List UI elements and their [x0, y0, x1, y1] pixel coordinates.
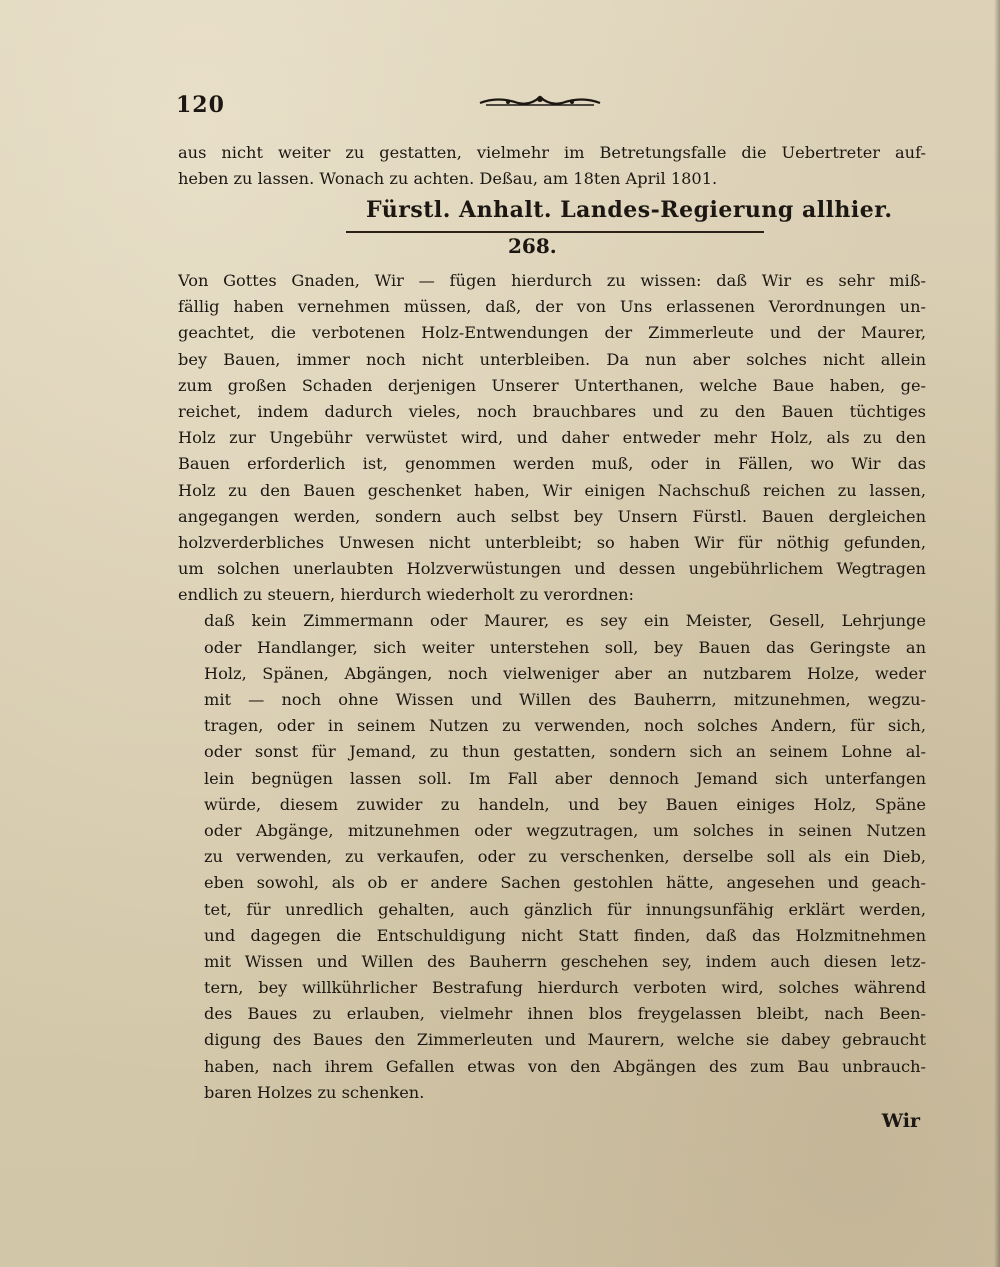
- text-line: baren Holzes zu schenken.: [204, 1082, 425, 1102]
- text-line: eben sowohl, als ob er andere Sachen gestohlen hätte, angesehen und geach-: [204, 873, 926, 893]
- text-line: oder Handlanger, sich weiter unterstehen soll, bey Bauen das Geringste an: [204, 637, 926, 657]
- text-line: angegangen werden, sondern auch selbst bey Unsern Fürstl. Bauen dergleichen: [178, 506, 926, 526]
- text-line: haben, nach ihrem Gefallen etwas von den Abgängen des zum Bau unbrauch-: [204, 1056, 926, 1076]
- text-line: um solchen unerlaubten Holzverwüstungen und dessen ungebührlichem Wegtragen: [178, 559, 926, 579]
- item-number: 268.: [508, 234, 557, 258]
- text-line: holzverderbliches Unwesen nicht unterbleibt; so haben Wir für nöthig gefunden,: [178, 532, 926, 552]
- text-line: Holz, Spänen, Abgängen, noch vielweniger aber an nutzbarem Holze, weder: [204, 663, 926, 683]
- text-line: tet, für unredlich gehalten, auch gänzlich für innungsunfähig erklärt werden,: [204, 899, 926, 919]
- decree-text: [178, 268, 926, 1106]
- text-line: geachtet, die verbotenen Holz-Entwendungen der Zimmerleute und der Maurer,: [178, 323, 926, 343]
- text-line: endlich zu steuern, hierdurch wiederholt zu verordnen:: [178, 585, 634, 605]
- signature: Fürstl. Anhalt. Landes-Regierung allhier.: [366, 197, 893, 223]
- text-line: mit Wissen und Willen des Bauherrn geschehen sey, indem auch diesen letz-: [204, 951, 926, 971]
- text-line: Bauen erforderlich ist, genommen werden muß, oder in Fällen, wo Wir das: [178, 454, 926, 474]
- text-line: zu verwenden, zu verkaufen, oder zu verschenken, derselbe soll als ein Dieb,: [204, 847, 926, 867]
- divider-rule: [346, 231, 764, 233]
- text-line: Von Gottes Gnaden, Wir — fügen hierdurch zu wissen: daß Wir es sehr miß-: [178, 271, 926, 290]
- text-line: des Baues zu erlauben, vielmehr ihnen blos freygelassen bleibt, nach Been-: [204, 1004, 926, 1024]
- text-line: oder sonst für Jemand, zu thun gestatten, sondern sich an seinem Lohne al-: [204, 742, 926, 762]
- text-line: Holz zu den Bauen geschenket haben, Wir einigen Nachschuß reichen zu lassen,: [178, 480, 926, 500]
- ordinance-paragraph: [178, 608, 926, 1106]
- intro-paragraph: [178, 140, 926, 192]
- text-line: mit — noch ohne Wissen und Willen des Bauherrn, mitzunehmen, wegzu-: [204, 690, 926, 709]
- page-number: 120: [176, 92, 225, 118]
- text-line: bey Bauen, immer noch nicht unterbleiben. Da nun aber solches nicht allein: [178, 349, 926, 369]
- text-line: daß kein Zimmermann oder Maurer, es sey ein Meister, Gesell, Lehrjunge: [204, 611, 926, 631]
- text-line: würde, diesem zuwider zu handeln, und bey Bauen einiges Holz, Späne: [204, 794, 926, 814]
- text-line: tragen, oder in seinem Nutzen zu verwenden, noch solches Andern, für sich,: [204, 716, 926, 736]
- text-line: und dagegen die Entschuldigung nicht Statt finden, daß das Holzmitnehmen: [204, 925, 926, 945]
- text-line: digung des Baues den Zimmerleuten und Maurern, welche sie dabey gebraucht: [204, 1030, 926, 1050]
- text-line: zum großen Schaden derjenigen Unserer Unterthanen, welche Baue haben, ge-: [178, 375, 926, 395]
- catchword: Wir: [881, 1110, 920, 1132]
- page-edge-shadow: [994, 0, 1000, 1267]
- text-line: Holz zur Ungebühr verwüstet wird, und daher entweder mehr Holz, als zu den: [178, 428, 926, 448]
- text-line: tern, bey willkührlicher Bestrafung hierdurch verboten wird, solches während: [204, 978, 926, 998]
- text-line: lein begnügen lassen soll. Im Fall aber dennoch Jemand sich unterfangen: [204, 768, 926, 788]
- text-line: oder Abgänge, mitzunehmen oder wegzutragen, um solches in seinen Nutzen: [204, 820, 926, 840]
- text-line: heben zu lassen. Wonach zu achten. Deßau, am 18ten April 1801.: [178, 169, 718, 189]
- text-line: fällig haben vernehmen müssen, daß, der von Uns erlassenen Verordnungen un-: [178, 297, 926, 317]
- header-ornament: [478, 92, 602, 110]
- text-line: reichet, indem dadurch vieles, noch brauchbares und zu den Bauen tüchtiges: [178, 401, 926, 421]
- text-line: aus nicht weiter zu gestatten, vielmehr im Betretungsfalle die Uebertreter auf-: [178, 143, 926, 162]
